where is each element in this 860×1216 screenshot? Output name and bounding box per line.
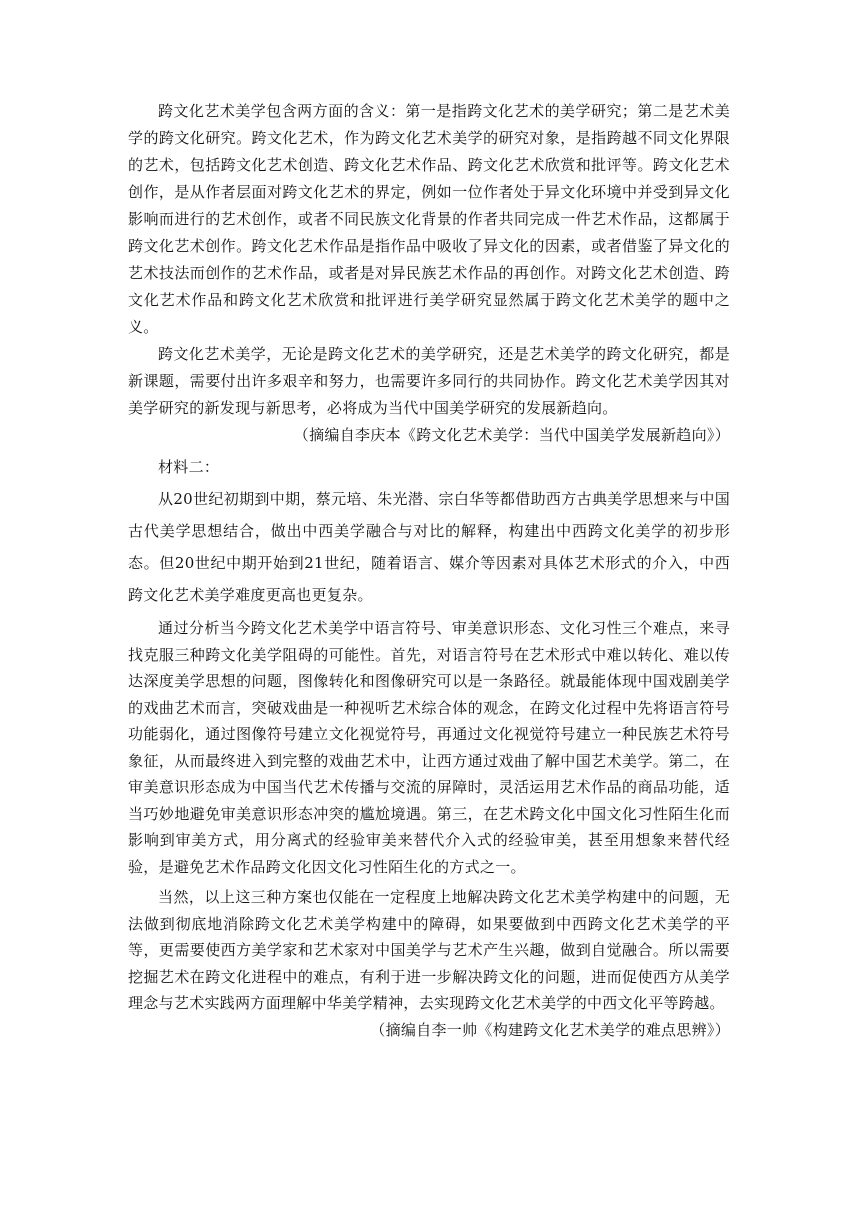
source-citation: （摘编自李庆本《跨文化艺术美学：当代中国美学发展新趋向》） [293, 426, 730, 444]
paragraph: 通过分析当今跨文化艺术美学中语言符号、审美意识形态、文化习性三个难点，来寻找克服三种跨文化美学阻碍的可能性。首先，对语言符号在艺术形式中难以转化、难以传达深度美学思想的问题，图像转化和图像研究可以是一条路径。就最能体现中国戏剧美学的戏曲艺术而言，突破戏曲是一种视听艺术综合体的观念，在跨文化过程中先将语言符号功能弱化，通过图像符号建立文化视觉符号，再通过文化视觉符号建立一种民族艺术符号象征，从而最终进入到完整的戏曲艺术中，让西方通过戏曲了解中国艺术美学。第二，在审美意识形态成为中国当代艺术传播与交流的屏障时，灵活运用艺术作品的商品功能，适当巧妙地避免审美意识形态冲突的尴尬境遇。第三，在艺术跨文化中国文化习性陌生化而影响到审美方式，用分离式的经验审美来替代介入式的经验审美，甚至用想象来替代经验，是避免艺术作品跨文化因文化习性陌生化的方式之一。 [128, 619, 730, 876]
paragraph: 跨文化艺术美学包含两方面的含义：第一是指跨文化艺术的美学研究；第二是艺术美学的跨文化研究。跨文化艺术，作为跨文化艺术美学的研究对象，是指跨越不同文化界限的艺术，包括跨文化艺术创造、跨文化艺术作品、跨文化艺术欣赏和批评等。跨文化艺术创作，是从作者层面对跨文化艺术的界定，例如一位作者处于异文化环境中并受到异文化影响而进行的艺术创作，或者不同民族文化背景的作者共同完成一件艺术作品，这都属于跨文化艺术创作。跨文化艺术作品是指作品中吸收了异文化的因素，或者借鉴了异文化的艺术技法而创作的艺术作品，或者是对异民族艺术作品的再创作。对跨文化艺术创造、跨文化艺术作品和跨文化艺术欣赏和批评进行美学研究显然属于跨文化艺术美学的题中之义。 [128, 102, 730, 336]
paragraph: 跨文化艺术美学，无论是跨文化艺术的美学研究，还是艺术美学的跨文化研究，都是新课题，需要付出许多艰辛和努力，也需要许多同行的共同协作。跨文化艺术美学因其对美学研究的新发现与新思考，必将成为当代中国美学研究的发展新趋向。 [128, 345, 730, 417]
document-page [128, 98, 730, 1044]
paragraph: 从20世纪初期到中期，蔡元培、朱光潜、宗白华等都借助西方古典美学思想来与中国古代美学思想结合，做出中西美学融合与对比的解释，构建出中西跨文化美学的初步形态。但20世纪中期开始到21世纪，随着语言、媒介等因素对具体艺术形式的介入，中西跨文化艺术美学难度更高也更复杂。 [128, 490, 730, 604]
paragraph: 当然，以上这三种方案也仅能在一定程度上地解决跨文化艺术美学构建中的问题，无法做到彻底地消除跨文化艺术美学构建中的障碍，如果要做到中西跨文化艺术美学的平等，更需要使西方美学家和艺术家对中国美学与艺术产生兴趣，做到自觉融合。所以需要挖掘艺术在跨文化进程中的难点，有利于进一步解决跨文化的问题，进而促使西方从美学理念与艺术实践两方面理解中华美学精神，去实现跨文化艺术美学的中西文化平等跨越。 [128, 888, 730, 1012]
material-label: 材料二： [158, 458, 220, 476]
source-citation: （摘编自李一帅《构建跨文化艺术美学的难点思辨》） [370, 1020, 730, 1039]
